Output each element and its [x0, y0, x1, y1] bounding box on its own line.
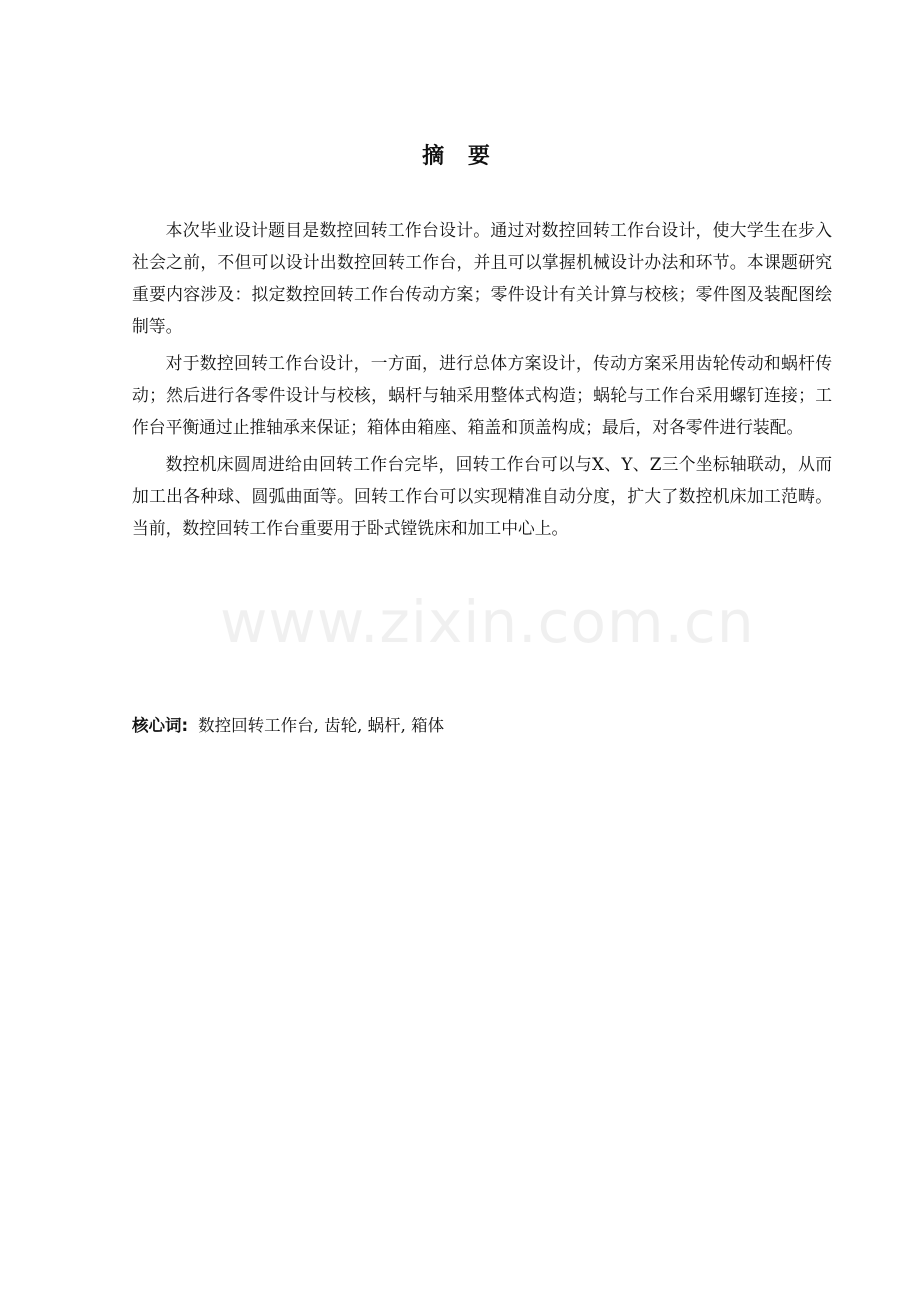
watermark-text: www.zixin.com.cn: [220, 588, 755, 656]
keywords-label: 核心词:: [132, 716, 189, 735]
keywords-line: [132, 710, 832, 742]
abstract-paragraph-3: 数控机床圆周进给由回转工作台完毕，回转工作台可以与X、Y、Z三个坐标轴联动，从而加工出各种球、圆弧曲面等。回转工作台可以实现精准自动分度，扩大了数控机床加工范畴。当前，数控回转工作台重要用于卧式镗铣床和加工中心上。: [132, 454, 832, 538]
abstract-body: [132, 214, 832, 549]
abstract-paragraph-1: 本次毕业设计题目是数控回转工作台设计。通过对数控回转工作台设计，使大学生在步入社会之前，不但可以设计出数控回转工作台，并且可以掌握机械设计办法和环节。本课题研究重要内容涉及：拟定数控回转工作台传动方案；零件设计有关计算与校核；零件图及装配图绘制等。: [132, 220, 832, 336]
keywords-value: 数控回转工作台, 齿轮, 蜗杆, 箱体: [198, 716, 445, 735]
abstract-paragraph-2: 对于数控回转工作台设计，一方面，进行总体方案设计，传动方案采用齿轮传动和蜗杆传动；然后进行各零件设计与校核，蜗杆与轴采用整体式构造；蜗轮与工作台采用螺钉连接；工作台平衡通过止推轴承来保证；箱体由箱座、箱盖和顶盖构成；最后，对各零件进行装配。: [132, 353, 832, 437]
abstract-title: 摘 要: [422, 144, 498, 169]
